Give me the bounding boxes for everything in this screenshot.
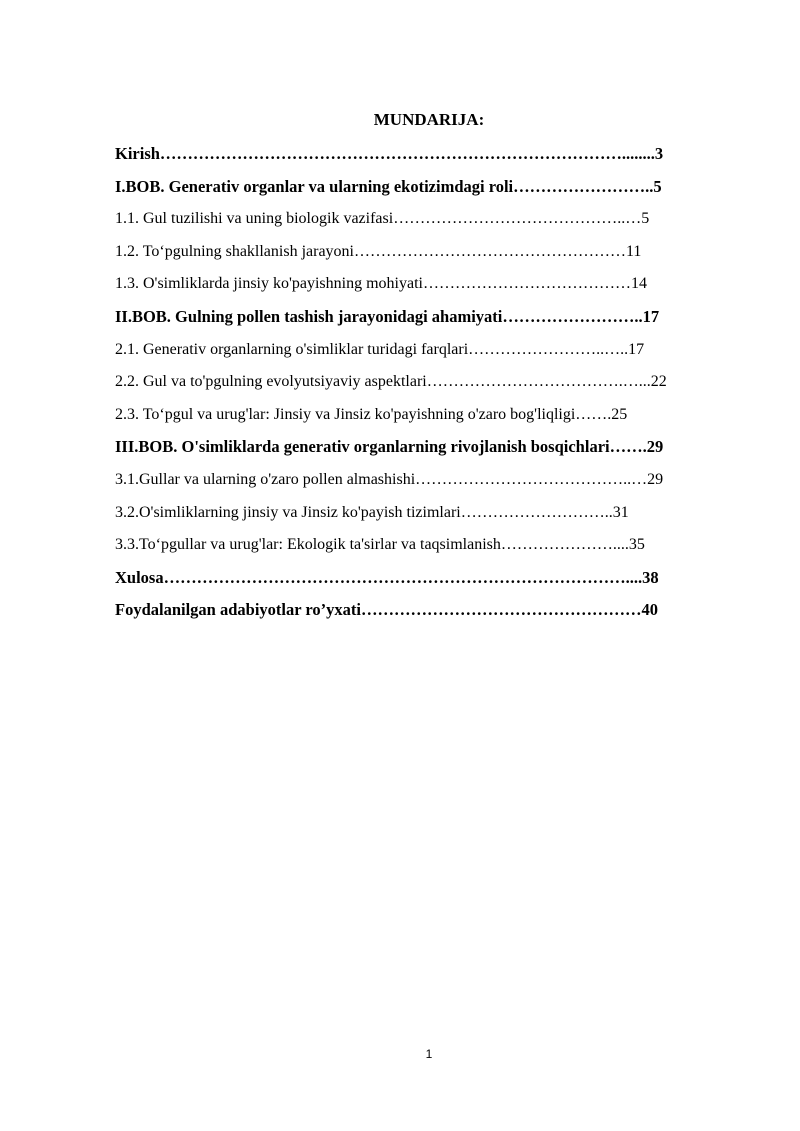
toc-entry-2-1[interactable]: 2.1. Generativ organlarning o'simliklar turidagi farqlari……………………..…..17 (115, 340, 645, 358)
toc-entry-1-3[interactable]: 1.3. O'simliklarda jinsiy ko'payishning mohiyati…………………………………14 (115, 275, 647, 293)
toc-entry-3-3[interactable]: 3.3.To‘pgullar va urug'lar: Ekologik ta'sirlar va taqsimlanish…………………....35 (115, 536, 645, 554)
toc-entry-chapter-3[interactable]: III.BOB. O'simliklarda generativ organlarning rivojlanish bosqichlari…….29 (115, 437, 664, 457)
toc-entry-1-2[interactable]: 1.2. To‘pgulning shakllanish jarayoni……………………………………………11 (115, 242, 642, 260)
toc-entry-3-1[interactable]: 3.1.Gullar va ularning o'zaro pollen almashishi…………………………………..…29 (115, 470, 664, 488)
toc-entry-xulosa[interactable]: Xulosa…………………………………………………………………………....38 (115, 567, 659, 587)
toc-entry-2-2[interactable]: 2.2. Gul va to'pgulning evolyutsiyaviy aspektlari……………………………….…...22 (115, 373, 667, 391)
toc-title: MUNDARIJA: (373, 110, 485, 129)
page-number: 1 (425, 1047, 433, 1061)
toc-entry-chapter-1[interactable]: I.BOB. Generativ organlar va ularning ekotizimdagi roli……………………..5 (115, 176, 662, 196)
toc-entry-kirish[interactable]: Kirish…………………………………………………………………………........3 (115, 144, 664, 163)
toc-entry-2-3[interactable]: 2.3. To‘pgul va urug'lar: Jinsiy va Jinsiz ko'payishning o'zaro bog'liqligi…….25 (115, 405, 628, 423)
toc-entry-bibliography[interactable]: Foydalanilgan adabiyotlar ro’yxati……………………………………………40 (115, 600, 659, 620)
table-of-contents (115, 142, 755, 631)
toc-entry-3-2[interactable]: 3.2.O'simliklarning jinsiy va Jinsiz ko'payish tizimlari………………………..31 (115, 503, 629, 521)
toc-entry-1-1[interactable]: 1.1. Gul tuzilishi va uning biologik vazifasi……………………………………..…5 (115, 210, 650, 228)
toc-entry-chapter-2[interactable]: II.BOB. Gulning pollen tashish jarayonidagi ahamiyati……………………..17 (115, 306, 660, 326)
